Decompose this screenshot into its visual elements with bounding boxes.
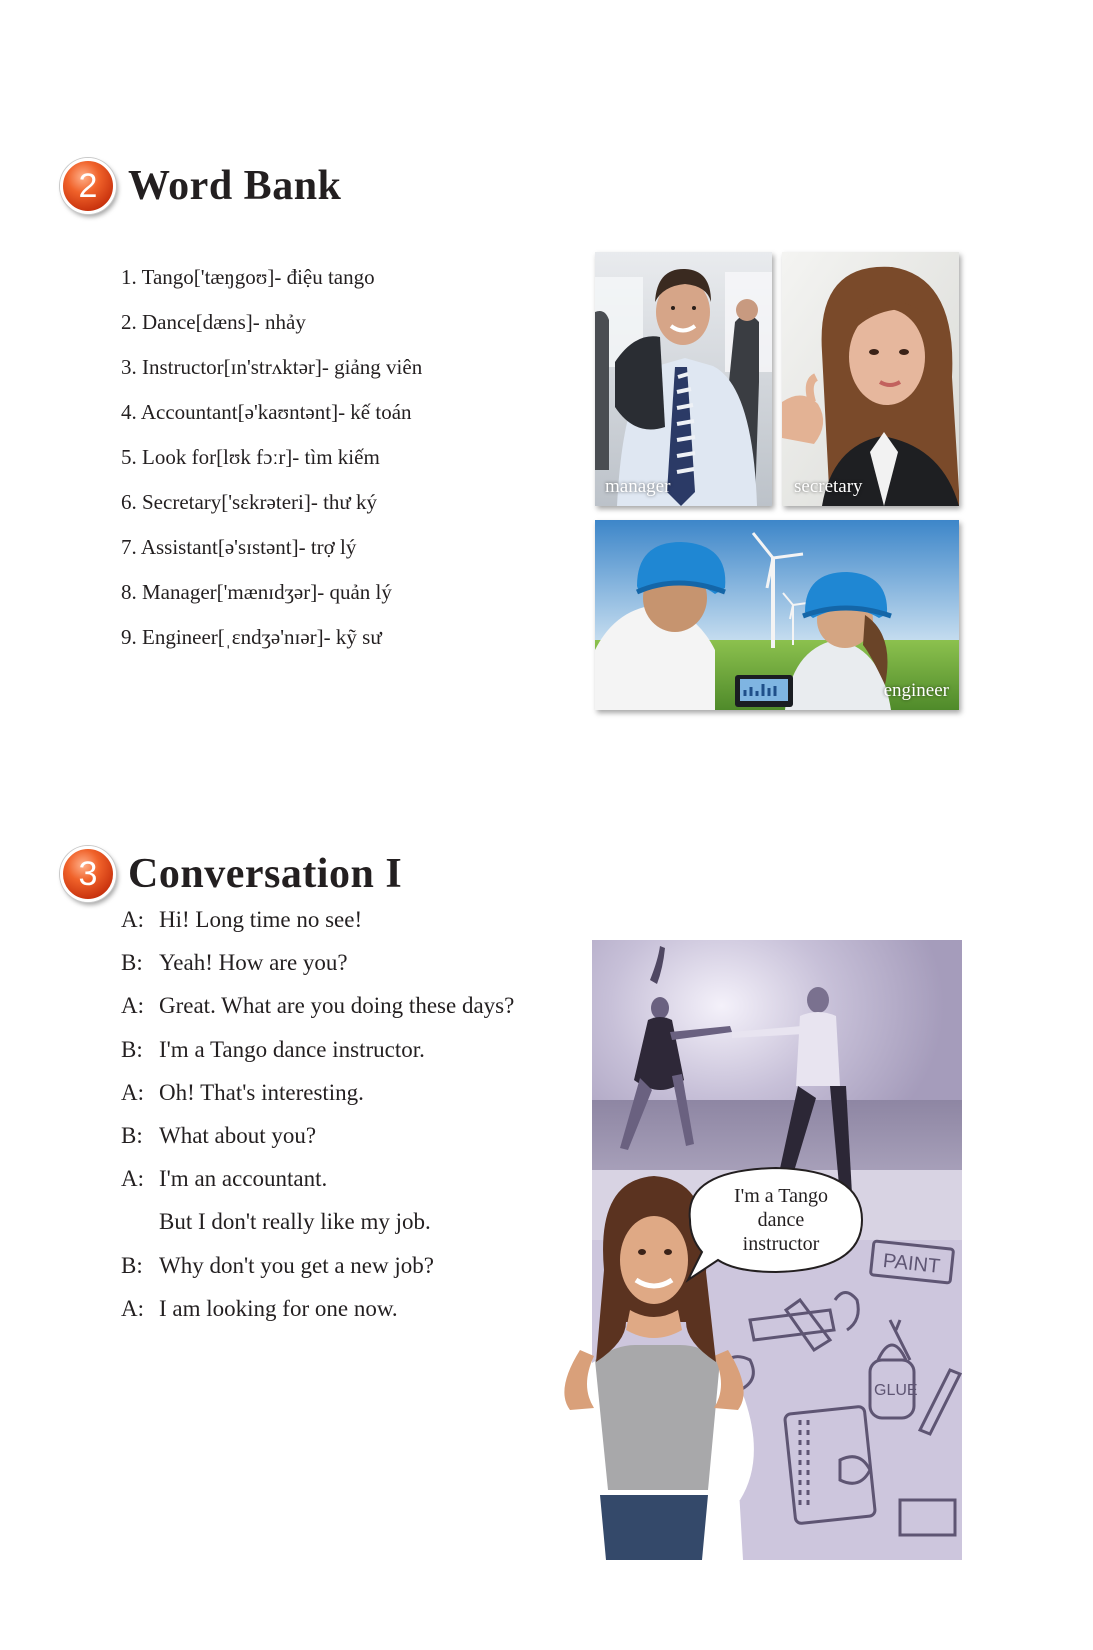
word-bank-item: 5. Look for[lʊk fɔːr]- tìm kiếm	[121, 445, 380, 469]
speaker-label: A:	[121, 1166, 144, 1192]
bubble-line: I'm a Tango	[733, 1185, 829, 1207]
speaker-label: A:	[121, 907, 144, 932]
conversation-line	[121, 948, 514, 991]
manager-photo	[595, 252, 772, 506]
bubble-line: dance	[757, 1209, 805, 1231]
conversation-line	[121, 1121, 514, 1164]
speech-bubble-text	[690, 1184, 872, 1256]
speech-bubble	[690, 1170, 872, 1270]
line-text: I'm an accountant.	[159, 1166, 328, 1192]
word-bank-item: 2. Dance[dæns]- nhảy	[121, 310, 306, 334]
conversation-line	[121, 1207, 514, 1250]
conversation-heading	[60, 846, 402, 902]
section-number-badge: 2	[60, 158, 116, 214]
secretary-illustration	[782, 252, 959, 506]
conversation-line	[121, 905, 514, 948]
speaker-label: A:	[121, 993, 144, 1019]
word-bank-heading	[60, 158, 341, 214]
line-text: Hi! Long time no see!	[159, 907, 363, 932]
word-bank-item: 3. Instructor[ɪn'strʌktər]- giảng viên	[121, 355, 423, 379]
line-text: I am looking for one now.	[159, 1295, 398, 1321]
speaker-label: A:	[121, 1295, 144, 1321]
conversation-line	[121, 1078, 514, 1121]
speaker-label: B:	[121, 1252, 143, 1278]
photo-caption: manager	[605, 476, 671, 497]
section-title: Word Bank	[128, 163, 342, 209]
speaker-label: A:	[121, 1079, 144, 1105]
line-text: Great. What are you doing these days?	[159, 993, 515, 1019]
line-text: Oh! That's interesting.	[159, 1079, 364, 1105]
conversation-line	[121, 1164, 514, 1207]
speaker-label: B:	[121, 1122, 143, 1148]
conversation-line	[121, 1294, 514, 1337]
manager-illustration	[595, 252, 772, 506]
speaker-label: B:	[121, 1036, 143, 1062]
conversation-line	[121, 991, 514, 1034]
word-bank-item: 9. Engineer[ˌɛndʒə'nɪər]- kỹ sư	[121, 625, 382, 649]
secretary-photo	[782, 252, 959, 506]
conversation-lines	[121, 905, 514, 1337]
word-bank-list	[121, 265, 422, 670]
word-bank-item: 6. Secretary['sɛkrəteri]- thư ký	[121, 490, 378, 514]
photo-caption: secretary	[794, 476, 863, 497]
word-bank-item: 4. Accountant[ə'kaʊntənt]- kế toán	[121, 400, 412, 424]
conversation-line	[121, 1251, 514, 1294]
word-bank-item: 8. Manager['mænɪdʒər]- quản lý	[121, 580, 392, 604]
engineer-photo	[595, 520, 959, 710]
line-text: Why don't you get a new job?	[159, 1252, 434, 1278]
line-text: But I don't really like my job.	[159, 1209, 431, 1235]
paint-label: PAINT	[881, 1250, 942, 1278]
section-title: Conversation I	[128, 851, 403, 897]
conversation-line	[121, 1035, 514, 1078]
photo-caption: engineer	[883, 680, 949, 701]
bubble-line: instructor	[742, 1233, 820, 1255]
line-text: I'm a Tango dance instructor.	[159, 1036, 425, 1062]
speaker-label	[121, 1207, 159, 1250]
word-bank-item: 7. Assistant[ə'sɪstənt]- trợ lý	[121, 535, 357, 559]
section-number-badge: 3	[60, 846, 116, 902]
word-bank-item: 1. Tango['tæŋgoʊ]- điệu tango	[121, 265, 375, 289]
line-text: Yeah! How are you?	[159, 950, 348, 976]
speaker-label: B:	[121, 950, 143, 976]
glue-label: GLUE	[874, 1382, 918, 1399]
line-text: What about you?	[159, 1122, 317, 1148]
